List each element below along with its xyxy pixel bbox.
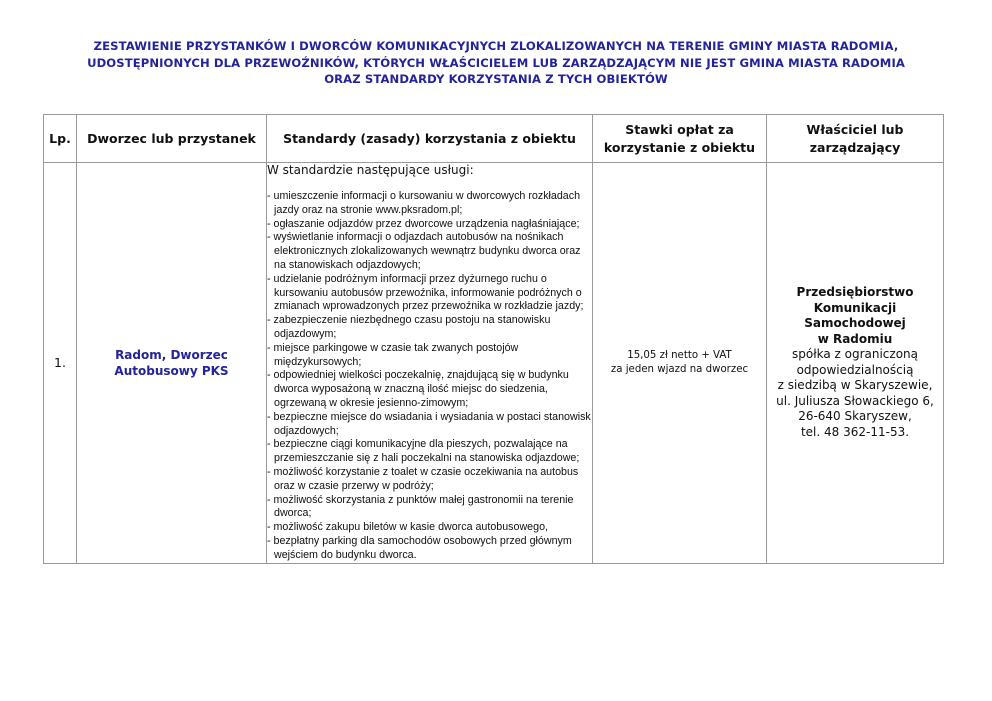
title-line-1: ZESTAWIENIE PRZYSTANKÓW I DWORCÓW KOMUNIKACYJNYCH ZLOKALIZOWANYCH NA TERENIE GMINY MIASTA RADOMIA,: [93, 39, 899, 53]
standards-item: - wyświetlanie informacji o odjazdach autobusów na nośnikach elektronicznych zlokalizowanych wewnątrz budynku dworca oraz na stanowiskach odjazdowych;: [267, 231, 581, 271]
title-line-2: UDOSTĘPNIONYCH DLA PRZEWOŹNIKÓW, KTÓRYCH WŁAŚCICIELEM LUB ZARZĄDZAJĄCYM NIE JEST GMINA MIASTA RADOMIA: [87, 55, 905, 70]
standards-item: - ogłaszanie odjazdów przez dworcowe urządzenia nagłaśniające;: [267, 217, 580, 230]
header-fees: [593, 115, 767, 163]
owner-detail-line: spółka z ograniczoną: [791, 347, 919, 362]
standards-item: - odpowiedniej wielkości poczekalnię, znajdującą się w budynku dworca wyposażoną w znaczną ilość miejsc do siedzenia, ogrzewaną w okresie jesienno-zimowym;: [267, 369, 569, 409]
station-name-line-1: Radom, Dworzec: [115, 347, 228, 362]
title-line-3: ORAZ STANDARDY KORZYSTANIA Z TYCH OBIEKTÓW: [324, 72, 668, 86]
header-fees-line-1: Stawki opłat za: [625, 121, 734, 137]
station-name-line-2: Autobusowy PKS: [114, 363, 229, 378]
owner-detail-line: tel. 48 362-11-53.: [800, 424, 910, 439]
standards-intro: W standardzie następujące usługi:: [267, 163, 474, 177]
header-owner: [767, 115, 944, 163]
standards-item: - możliwość korzystanie z toalet w czasie oczekiwania na autobus oraz w czasie przerwy w podróży;: [267, 465, 579, 492]
standards-item: - bezpłatny parking dla samochodów osobowych przed głównym wejściem do budynku dworca.: [267, 534, 572, 561]
standards-list: [267, 190, 592, 563]
row-number: 1.: [44, 163, 77, 564]
stations-table: [43, 114, 944, 564]
fee-description: za jeden wjazd na dworzec: [610, 363, 749, 375]
fee-amount: 15,05 zł netto + VAT: [627, 349, 732, 361]
table-row: [44, 163, 944, 564]
standards-item: - udzielanie podróżnym informacji przez dyżurnego ruchu o kursowaniu autobusów przewoźnika, informowanie podróżnych o zmianach wprowadzonych przez przewoźnika w rozkładzie jazdy;: [267, 272, 584, 313]
owner-detail-line: odpowiedzialnością: [796, 362, 914, 377]
standards-item: - umieszczenie informacji o kursowaniu w dworcowych rozkładach jazdy oraz na stronie www.pksradom.pl;: [267, 190, 581, 216]
owner-detail-line: ul. Juliusza Słowackiego 6,: [776, 393, 934, 408]
document-title: [40, 38, 952, 88]
owner-name-line: Przedsiębiorstwo: [796, 285, 914, 300]
standards-item: - bezpieczne miejsce do wsiadania i wysiadania w postaci stanowisk odjazdowych;: [267, 410, 591, 437]
station-name: [77, 163, 267, 564]
header-standards: Standardy (zasady) korzystania z obiektu: [267, 115, 593, 163]
standards-cell: [267, 163, 593, 564]
owner-name-line: Komunikacji: [813, 300, 897, 315]
owner-detail-line: 26-640 Skaryszew,: [798, 409, 912, 424]
owner-detail-line: z siedzibą w Skaryszewie,: [777, 378, 933, 393]
header-owner-line-2: zarządzający: [809, 139, 901, 155]
table-header-row: [44, 115, 944, 163]
owner-cell: [767, 163, 944, 564]
standards-item: - bezpieczne ciągi komunikacyjne dla pieszych, pozwalające na przemieszczanie się z hali poczekalni na stanowiska odjazdowe;: [267, 438, 580, 465]
header-lp: Lp.: [44, 115, 77, 163]
header-owner-line-1: Właściciel lub: [806, 121, 904, 137]
owner-name-line: w Radomiu: [817, 331, 893, 346]
standards-item: - możliwość skorzystania z punktów małej gastronomii na terenie dworca;: [267, 493, 574, 520]
header-station: Dworzec lub przystanek: [77, 115, 267, 163]
standards-item: - miejsce parkingowe w czasie tak zwanych postojów międzykursowych;: [267, 341, 519, 368]
standards-item: - zabezpieczenie niezbędnego czasu postoju na stanowisku odjazdowym;: [267, 314, 551, 340]
header-fees-line-2: korzystanie z obiektu: [603, 139, 756, 155]
owner-name-line: Samochodowej: [804, 316, 906, 331]
standards-item: - możliwość zakupu biletów w kasie dworca autobusowego,: [267, 521, 548, 534]
fee-cell: [593, 163, 767, 564]
